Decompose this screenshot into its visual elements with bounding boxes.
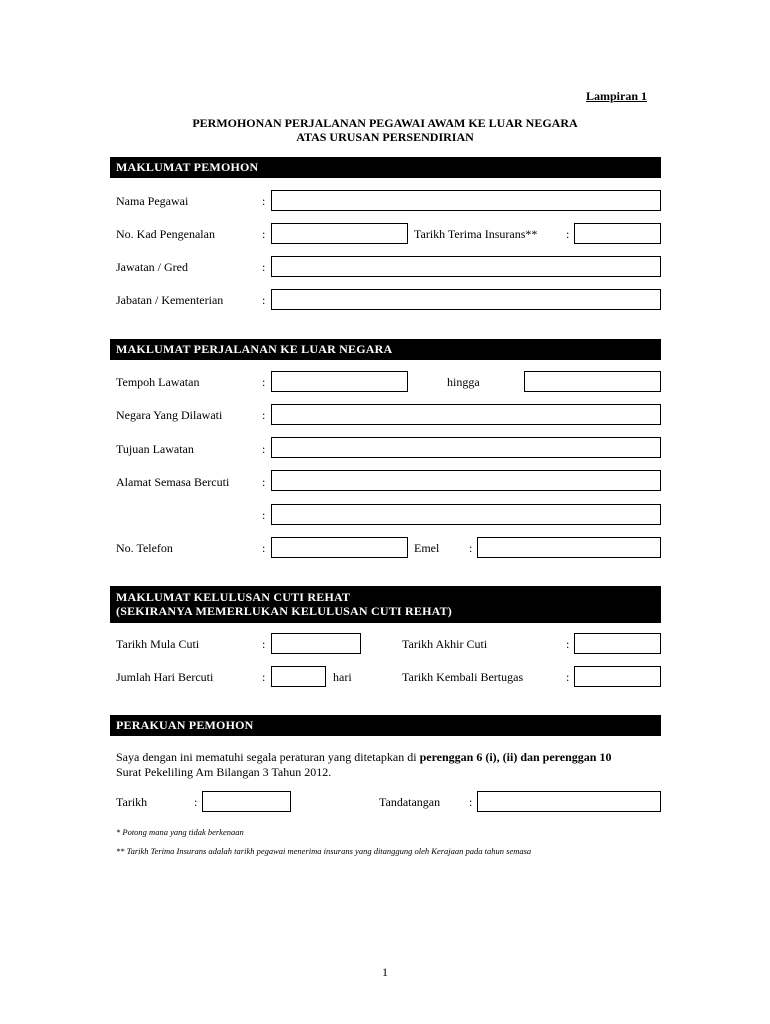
label-tujuan-lawatan: Tujuan Lawatan [116,442,194,456]
label-tarikh-akhir-cuti: Tarikh Akhir Cuti [402,637,488,651]
colon: : [566,670,570,684]
colon: : [262,260,266,274]
tarikh-akhir-cuti-field[interactable] [574,633,661,654]
label-tarikh-terima-insurans: Tarikh Terima Insurans** [414,227,538,241]
colon: : [262,508,266,522]
label-tarikh-kembali-bertugas: Tarikh Kembali Bertugas [402,670,524,684]
document-title-line1: PERMOHONAN PERJALANAN PEGAWAI AWAM KE LUAR NEGARA [192,116,578,130]
label-kad-pengenalan: No. Kad Pengenalan [116,227,215,241]
tempoh-lawatan-from-field[interactable] [271,371,408,392]
tarikh-kembali-bertugas-field[interactable] [574,666,661,687]
section-perakuan-pemohon [110,715,661,736]
tempoh-lawatan-to-field[interactable] [524,371,661,392]
label-hingga: hingga [447,375,480,389]
colon: : [469,541,473,555]
section-kelulusan-cuti-rehat [110,586,661,623]
colon: : [262,227,266,241]
negara-dilawati-field[interactable] [271,404,661,425]
label-jawatan-gred: Jawatan / Gred [116,260,188,274]
tarikh-mula-cuti-field[interactable] [271,633,361,654]
footnote-2: ** Tarikh Terima Insurans adalah tarikh pegawai menerima insurans yang ditanggung oleh Kerajaan pada tahun semasa [116,846,532,856]
colon: : [262,475,266,489]
label-hari: hari [333,670,352,684]
jumlah-hari-field[interactable] [271,666,326,687]
section-maklumat-pemohon [110,157,661,178]
colon: : [262,408,266,422]
label-nama-pegawai: Nama Pegawai [116,194,189,208]
label-negara-dilawati: Negara Yang Dilawati [116,408,223,422]
colon: : [262,670,266,684]
nama-pegawai-field[interactable] [271,190,661,211]
jawatan-gred-field[interactable] [271,256,661,277]
label-jumlah-hari-bercuti: Jumlah Hari Bercuti [116,670,214,684]
perakuan-text-line1 [116,750,611,765]
jabatan-kementerian-field[interactable] [271,289,661,310]
alamat-line2-field[interactable] [271,504,661,525]
footnote-1: * Potong mana yang tidak berkenaan [116,827,244,837]
colon: : [566,227,570,241]
colon: : [194,795,198,809]
tarikh-terima-insurans-field[interactable] [574,223,661,244]
label-tandatangan: Tandatangan [379,795,441,809]
label-tempoh-lawatan: Tempoh Lawatan [116,375,200,389]
section-subheading: (SEKIRANYA MEMERLUKAN KELULUSAN CUTI REHAT) [116,604,452,618]
colon: : [262,541,266,555]
colon: : [262,442,266,456]
no-telefon-field[interactable] [271,537,408,558]
tandatangan-field[interactable] [477,791,661,812]
perakuan-text-line2: Surat Pekeliling Am Bilangan 3 Tahun 2012. [116,765,332,779]
tujuan-lawatan-field[interactable] [271,437,661,458]
colon: : [262,375,266,389]
label-tarikh-mula-cuti: Tarikh Mula Cuti [116,637,200,651]
label-jabatan-kementerian: Jabatan / Kementerian [116,293,224,307]
alamat-line1-field[interactable] [271,470,661,491]
document-title-line2: ATAS URUSAN PERSENDIRIAN [296,130,474,144]
section-heading: PERAKUAN PEMOHON [116,718,254,732]
label-tarikh: Tarikh [116,795,148,809]
label-emel: Emel [414,541,440,555]
perakuan-text: Saya dengan ini mematuhi segala peraturan yang ditetapkan di [116,750,420,764]
label-alamat-semasa-bercuti: Alamat Semasa Bercuti [116,475,230,489]
colon: : [262,194,266,208]
lampiran-label: Lampiran 1 [586,89,648,103]
label-no-telefon: No. Telefon [116,541,173,555]
section-heading: MAKLUMAT PEMOHON [116,160,259,174]
colon: : [262,293,266,307]
section-heading: MAKLUMAT KELULUSAN CUTI REHAT [116,590,351,604]
colon: : [469,795,473,809]
section-maklumat-perjalanan [110,339,661,360]
tarikh-field[interactable] [202,791,291,812]
kad-pengenalan-field[interactable] [271,223,408,244]
perakuan-reference: perenggan 6 (i), (ii) dan perenggan 10 [419,750,612,764]
page-number: 1 [382,965,388,979]
emel-field[interactable] [477,537,661,558]
colon: : [566,637,570,651]
section-heading: MAKLUMAT PERJALANAN KE LUAR NEGARA [116,342,393,356]
colon: : [262,637,266,651]
